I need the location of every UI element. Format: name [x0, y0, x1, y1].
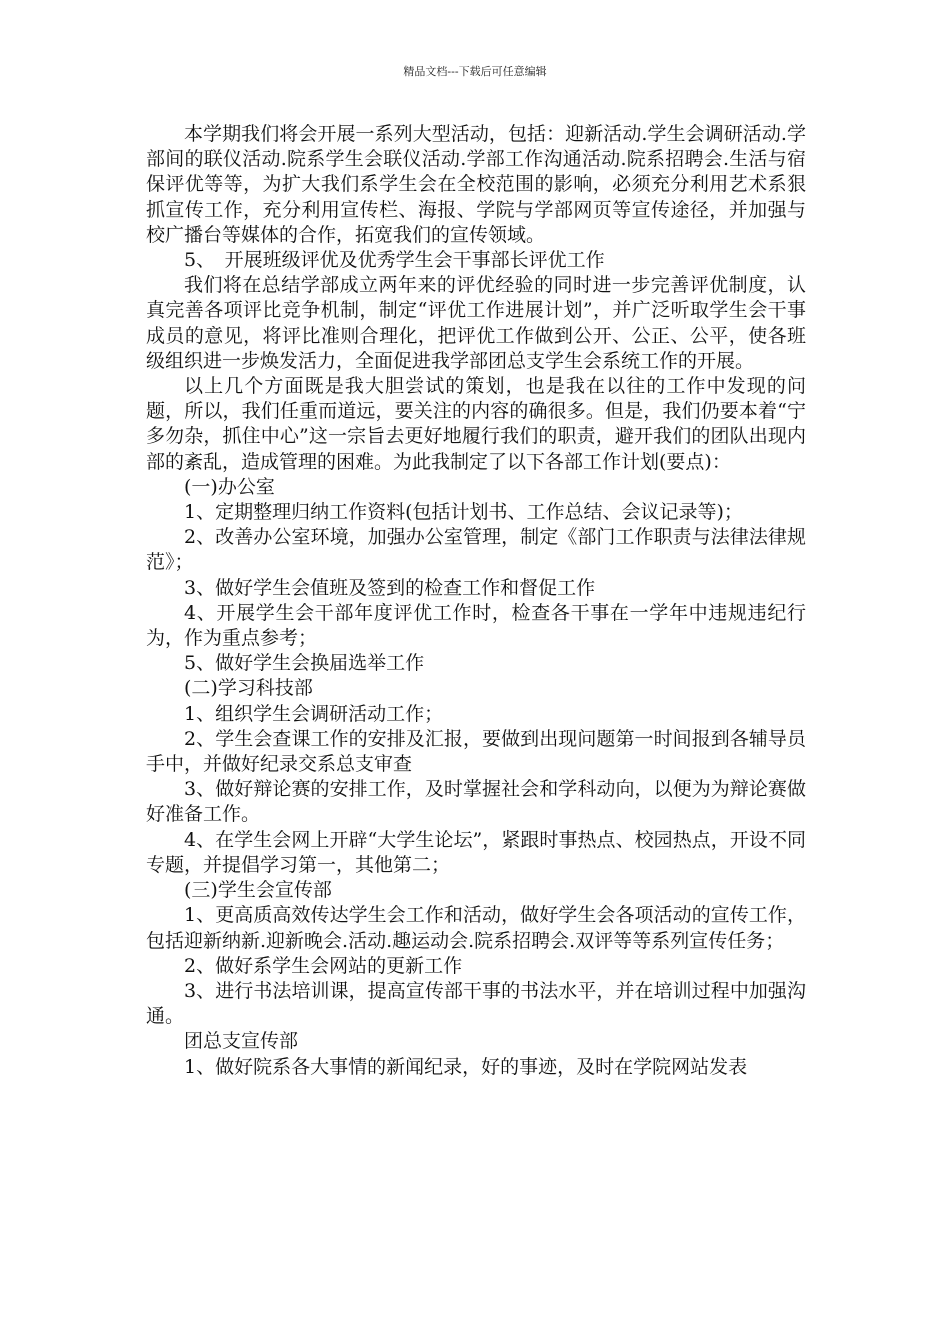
list-item: 2、做好系学生会网站的更新工作	[184, 954, 463, 977]
list-item: 1、定期整理归纳工作资料(包括计划书、工作总结、会议记录等)；	[184, 501, 743, 524]
list-item: 1、组织学生会调研活动工作；	[184, 702, 444, 725]
section-heading: (三)学生会宣传部	[184, 879, 332, 902]
section-heading: 5、 开展班级评优及优秀学生会干事部长评优工作	[184, 249, 605, 272]
list-item: 5、做好学生会换届选举工作	[184, 652, 425, 675]
list-item: 3、做好学生会值班及签到的检查工作和督促工作	[184, 576, 596, 599]
list-item: 1、做好院系各大事情的新闻纪录，好的事迹，及时在学院网站发表	[184, 1055, 748, 1078]
document-body	[146, 122, 806, 1080]
list-item: 3、进行书法培训课，提高宣传部干事的书法水平，并在培训过程中加强沟通。	[146, 979, 806, 1028]
section-heading: 团总支宣传部	[184, 1030, 299, 1053]
list-item: 3、做好辩论赛的安排工作，及时掌握社会和学科动向，以便为为辩论赛做好准备工作。	[146, 778, 806, 826]
section-heading: (二)学习科技部	[184, 677, 313, 700]
list-item: 2、学生会查课工作的安排及汇报，要做到出现问题第一时间报到各辅导员手中，并做好纪录交系总支审查	[146, 727, 806, 776]
list-item: 2、改善办公室环境，加强办公室管理，制定《部门工作职责与法律法律规范》；	[146, 526, 806, 574]
paragraph: 我们将在总结学部成立两年来的评优经验的同时进一步完善评优制度，认真完善各项评比竞争机制，制定“评优工作进展计划”，并广泛听取学生会干事成员的意见，将评比准则合理化，把评优工作做到公开、公正、公平，使各班级组织进一步焕发活力，全面促进我学部团总支学生会系统工作的开展。	[146, 274, 806, 372]
list-item: 4、在学生会网上开辟“大学生论坛”，紧跟时事热点、校园热点，开设不同专题，并提倡学习第一，其他第二；	[146, 828, 806, 876]
list-item: 1、更高质高效传达学生会工作和活动，做好学生会各项活动的宣传工作，包括迎新纳新.迎新晚会.活动.趣运动会.院系招聘会.双评等等系列宣传任务；	[146, 904, 806, 952]
list-item: 4、开展学生会干部年度评优工作时，检查各干事在一学年中违规违纪行为，作为重点参考；	[146, 601, 806, 650]
paragraph: 以上几个方面既是我大胆尝试的策划，也是我在以往的工作中发现的问题，所以，我们任重而道远，要关注的内容的确很多。但是，我们仍要本着“宁多勿杂，抓住中心”这一宗旨去更好地履行我们的职责，避开我们的团队出现内部的紊乱，造成管理的困难。为此我制定了以下各部工作计划(要点)：	[146, 375, 806, 473]
page-header: 精品文档---下载后可任意编辑	[403, 65, 547, 78]
section-heading: (一)办公室	[184, 475, 275, 498]
paragraph: 本学期我们将会开展一系列大型活动，包括：迎新活动.学生会调研活动.学部间的联仪活动.院系学生会联仪活动.学部工作沟通活动.院系招聘会.生活与宿保评优等等，为扩大我们系学生会在全校范围的影响，必须充分利用艺术系狠抓宣传工作，充分利用宣传栏、海报、学院与学部网页等宣传途径，并加强与校广播台等媒体的合作，拓宽我们的宣传领域。	[146, 123, 806, 246]
